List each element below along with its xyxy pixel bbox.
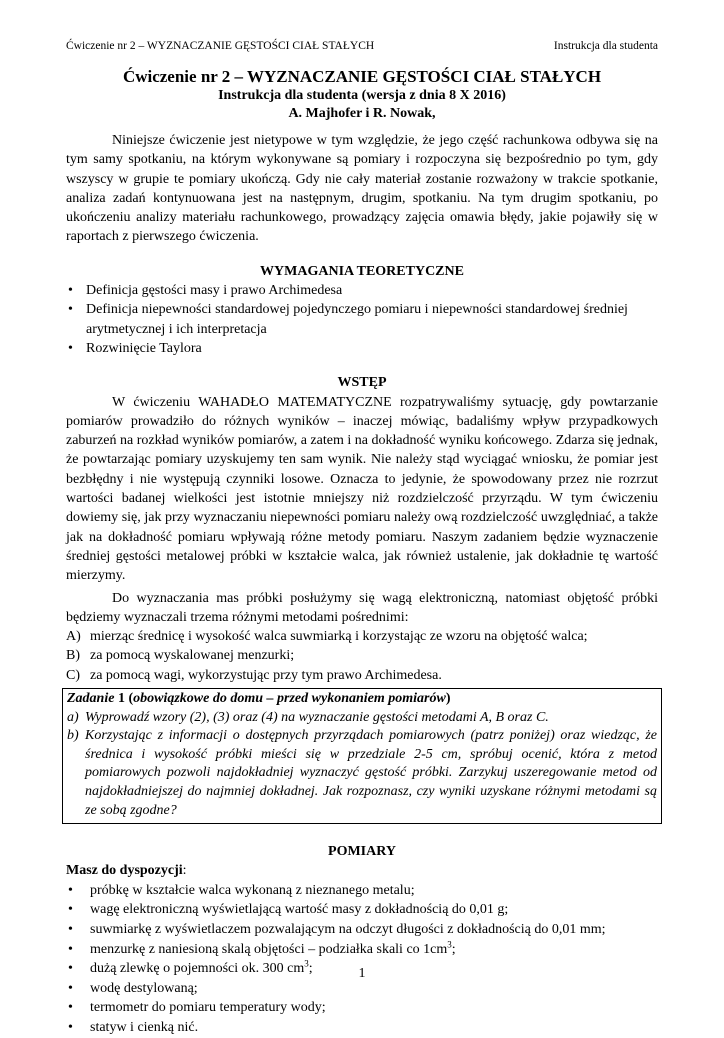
task-label: Zadanie bbox=[67, 691, 115, 707]
list-item: • wodę destylowaną; bbox=[66, 979, 658, 999]
method-text: mierząc średnicę i wysokość walca suwmiarką i korzystając ze wzoru na objętość walca; bbox=[90, 629, 588, 645]
task-note: obowiązkowe do domu – przed wykonaniem pomiarów bbox=[133, 691, 446, 707]
list-item: • dużą zlewkę o pojemności ok. 300 $cm^3$; bbox=[66, 959, 658, 979]
document-authors: A. Majhofer i R. Nowak, bbox=[288, 106, 436, 121]
method-label: B) bbox=[66, 648, 80, 664]
intro-paragraph: Niniejsze ćwiczenie jest nietypowe w tym względzie, że jego część rachunkowa odbywa się na tym samy spotkaniu, na którym wykonywane są pomiary i rozpoczyna się bezpośrednio po tym, gdy wszyscy w grupie te pomiary ukończą. Gdy nie cały materiał zostanie rozważony w trakcie spotkanie, analiza zadań kontynuowana jest na następnym, drugim, spotkaniu. Na tym drugim spotkaniu, po ukończeniu analizy materiału rachunkowego, prowadzący zajęcia omawia błędy, jakie pojawiły się w raportach z pierwszego ćwiczenia. bbox=[66, 133, 658, 245]
list-item: • suwmiarkę z wyświetlaczem pozwalającym na odczyt długości z dokładnością do 0,01 mm; bbox=[66, 920, 658, 940]
list-item: • Definicja gęstości masy i prawo Archimedesa bbox=[66, 281, 658, 300]
method-label: A) bbox=[66, 629, 81, 645]
document-title: Ćwiczenie nr 2 – WYZNACZANIE GĘSTOŚCI CIAŁ STAŁYCH bbox=[122, 67, 602, 86]
intro-section-paragraph-1: W ćwiczeniu WAHADŁO MATEMATYCZNE rozpatrywaliśmy sytuację, gdy powtarzanie pomiarów prowadziło do różnych wyników – inaczej mówiąc, badaliśmy wpływ przypadkowych zaburzeń na rozkład wyników pomiarów, a zatem i na dokładność wyniku końcowego. Zdarza się jednak, że powtarzając pomiary uzyskujemy ten sam wynik. Nie należy stąd wyciągać wniosku, że pomiar jest bezbłędny i nie występują czynniki losowe. Oznacza to jedynie, że spowodowany przez nie rozrzut wartości badanej wielkości jest istotnie mniejszy niż rozdzielczość przyrządu. W tym ćwiczeniu dowiemy się, jak przy wyznaczaniu niepewności pomiaru należy ową rozdzielczość uwzględniać, a także jak na dokładność pomiaru wpływają różne metody pomiaru. Naszym zadaniem będzie wyznaczenie średniej gęstości metalowej próbki w kształcie walca, jak również ustalenie, jak dokładnie tę wartość mierzymy. bbox=[66, 394, 658, 584]
method-text: za pomocą wyskalowanej menzurki; bbox=[90, 648, 295, 664]
task-list bbox=[67, 709, 657, 821]
list-item bbox=[67, 727, 657, 820]
method-text: za pomocą wagi, wykorzystując przy tym prawo Archimedesa. bbox=[90, 667, 442, 683]
methods-list bbox=[66, 627, 658, 685]
page-number: 1 bbox=[358, 966, 366, 981]
intro-section-heading: WSTĘP bbox=[337, 375, 387, 391]
running-header-right: Instrukcja dla studenta bbox=[553, 40, 658, 52]
equipment-list bbox=[66, 881, 658, 1038]
running-header bbox=[66, 40, 658, 52]
list-item bbox=[66, 646, 658, 665]
measurements-heading: POMIARY bbox=[328, 844, 396, 860]
intro-section-paragraph-2: Do wyznaczania mas próbki posłużymy się wagą elektroniczną, natomiast objętość próbki będziemy wyznaczali trzema różnymi metodami pośrednimi: bbox=[66, 590, 658, 625]
list-item: • statyw i cienką nić. bbox=[66, 1018, 658, 1038]
task-box bbox=[62, 688, 662, 824]
requirements-list bbox=[66, 281, 658, 358]
document-body bbox=[66, 131, 658, 1038]
list-item: • próbkę w kształcie walca wykonaną z nieznanego metalu; bbox=[66, 881, 658, 901]
list-item bbox=[66, 666, 658, 685]
task-item-label: b) bbox=[67, 728, 79, 744]
list-item bbox=[66, 627, 658, 646]
running-header-left: Ćwiczenie nr 2 – WYZNACZANIE GĘSTOŚCI CIAŁ STAŁYCH bbox=[66, 40, 375, 52]
task-number: 1 bbox=[117, 691, 125, 707]
list-item: • wagę elektroniczną wyświetlającą wartość masy z dokładnością do 0,01 g; bbox=[66, 900, 658, 920]
list-item: • Definicja niepewności standardowej pojedynczego pomiaru i niepewności standardowej średniej arytmetycznej i ich interpretacja bbox=[66, 300, 658, 339]
list-item: • Rozwinięcie Taylora bbox=[66, 339, 658, 358]
task-item-label: a) bbox=[67, 709, 79, 725]
document-subtitle: Instrukcja dla studenta (wersja z dnia 8 X 2016) bbox=[218, 88, 506, 103]
method-label: C) bbox=[66, 667, 80, 683]
equipment-heading: Masz do dyspozycji: bbox=[66, 863, 187, 879]
task-heading: Zadanie 1 (obowiązkowe do domu – przed wykonaniem pomiarów) bbox=[67, 691, 451, 707]
requirements-heading: WYMAGANIA TEORETYCZNE bbox=[260, 263, 464, 279]
title-block bbox=[0, 67, 724, 123]
list-item bbox=[67, 709, 657, 728]
list-item: • menzurkę z naniesioną skalą objętości – podziałka skali co $1cm^3$; bbox=[66, 940, 658, 960]
list-item: • termometr do pomiaru temperatury wody; bbox=[66, 998, 658, 1018]
task-item-text: Korzystając z informacji o dostępnych przyrządach pomiarowych (patrz poniżej) oraz wiedząc, że średnica i wysokość próbki mieści się w przedziale 2-5 cm, spróbuj ocenić, która z metod pomiarowych pozwoli najdokładniej wyznaczyć gęstość próbki. Zarzykuj uszeregowanie metod od najdokładniejszej do najmniej dokładnej. Jak rozpoznasz, czy wyniki uzyskane różnymi metodami są ze sobą zgodne? bbox=[85, 728, 657, 818]
task-item-text: Wyprowadź wzory (2), (3) oraz (4) na wyznaczanie gęstości metodami A, B oraz C. bbox=[85, 709, 549, 725]
